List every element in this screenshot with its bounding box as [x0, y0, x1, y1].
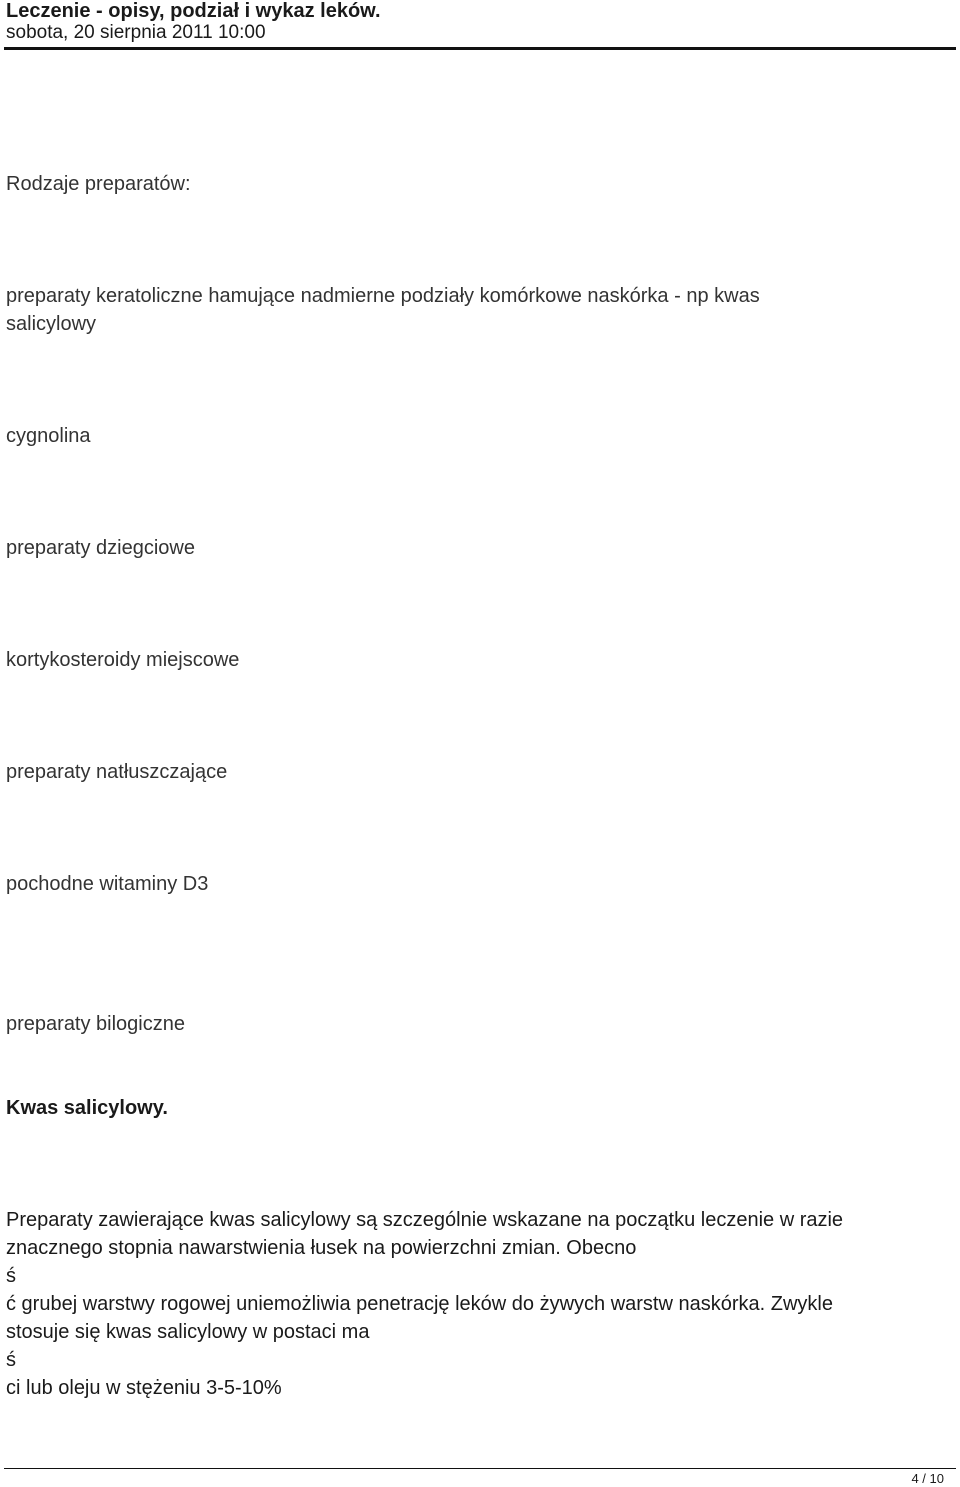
section-title-salicylic-acid: Kwas salicylowy.: [6, 1097, 168, 1119]
paragraph-line: stosuje się kwas salicylowy w postaci ma: [6, 1321, 370, 1343]
paragraph-line: ć grubej warstwy rogowej uniemożliwia penetrację leków do żywych warstw naskórka. Zwykle: [6, 1293, 833, 1315]
list-item-biologic: preparaty bilogiczne: [6, 1013, 185, 1035]
page-number: 4 / 10: [911, 1471, 944, 1486]
list-item-emollients: preparaty natłuszczające: [6, 761, 228, 783]
list-item-vitamin-d3: pochodne witaminy D3: [6, 873, 209, 895]
list-item-cygnolina: cygnolina: [6, 425, 91, 447]
list-item-keratolytic-line1: preparaty keratoliczne hamujące nadmierne podziały komórkowe naskórka - np kwas: [6, 285, 760, 307]
paragraph-line: ci lub oleju w stężeniu 3-5-10%: [6, 1377, 282, 1399]
footer-divider: [4, 1468, 956, 1469]
list-item-keratolytic-line2: salicylowy: [6, 313, 97, 335]
header-divider: [4, 47, 956, 50]
paragraph-line: ś: [6, 1265, 16, 1287]
list-item-tar: preparaty dziegciowe: [6, 537, 195, 559]
list-item-corticosteroids: kortykosteroidy miejscowe: [6, 649, 240, 671]
document-title: Leczenie - opisy, podział i wykaz leków.: [6, 0, 381, 22]
heading-preparation-types: Rodzaje preparatów:: [6, 173, 191, 195]
paragraph-line: Preparaty zawierające kwas salicylowy są szczególnie wskazane na początku leczenie w razie: [6, 1209, 844, 1231]
paragraph-line: ś: [6, 1349, 16, 1371]
paragraph-line: znacznego stopnia nawarstwienia łusek na powierzchni zmian. Obecno: [6, 1237, 637, 1259]
document-date: sobota, 20 sierpnia 2011 10:00: [6, 22, 266, 43]
